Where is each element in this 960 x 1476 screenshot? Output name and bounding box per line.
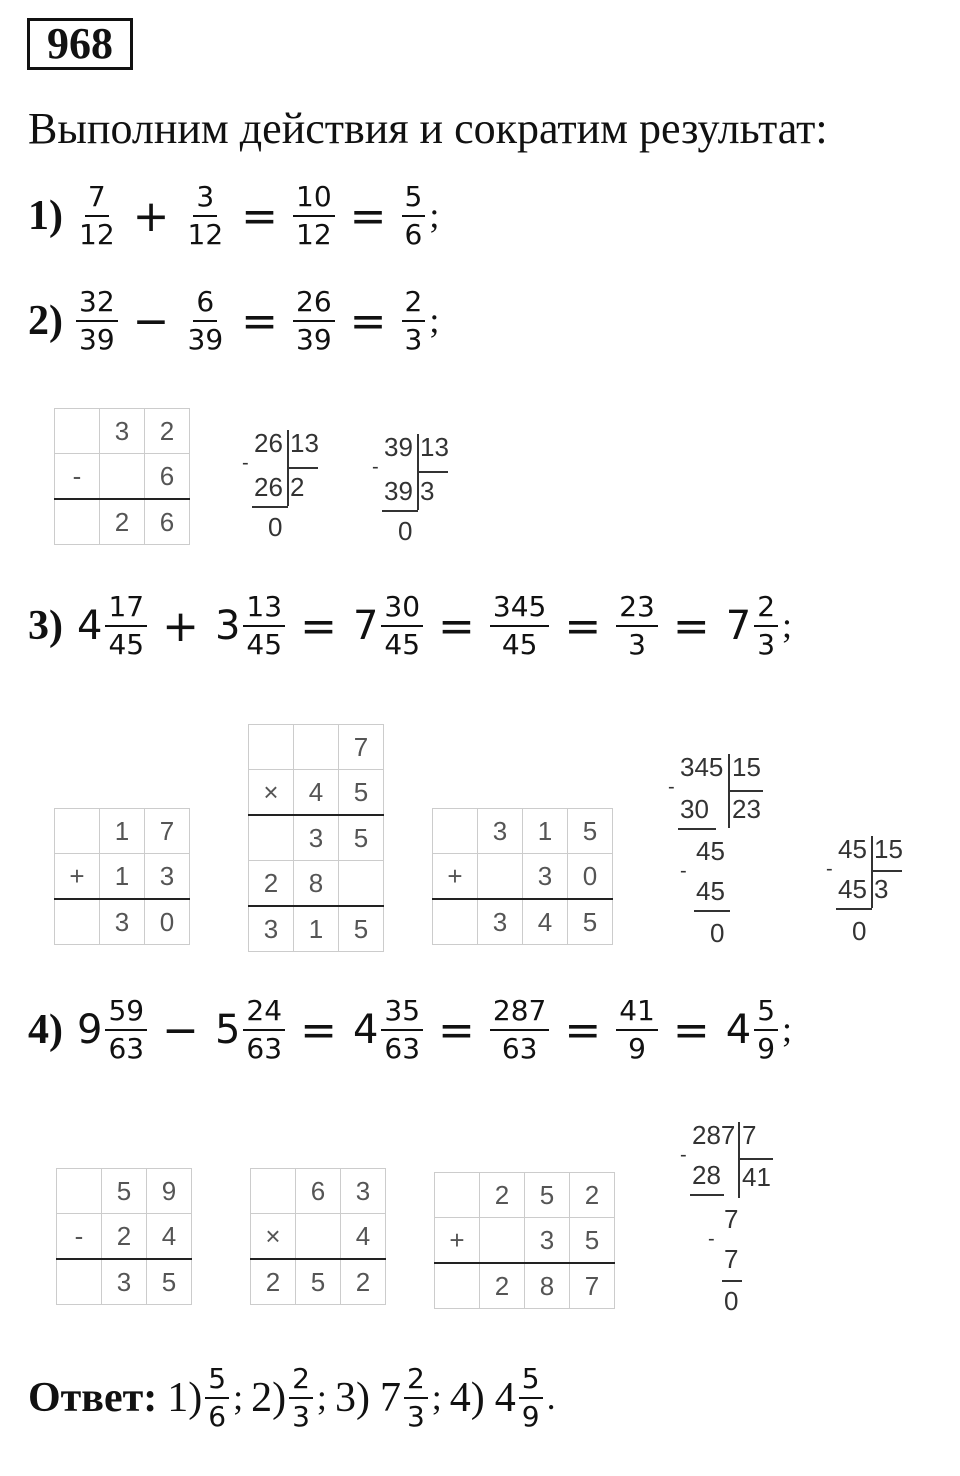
fraction: $\frac{5}{6}$ bbox=[205, 1364, 229, 1432]
equals-sign: = bbox=[300, 600, 337, 652]
operator-cell: - bbox=[57, 1214, 102, 1260]
grid-cell: 2 bbox=[480, 1173, 525, 1218]
answer-item-label: 1) bbox=[167, 1375, 203, 1421]
operator-cell: + bbox=[55, 854, 100, 900]
column-addition bbox=[54, 808, 190, 945]
quotient: 2 bbox=[290, 472, 305, 502]
operator-cell: × bbox=[251, 1214, 296, 1260]
minus-sign: - bbox=[826, 858, 833, 880]
grid-cell: 7 bbox=[145, 809, 190, 854]
example-1 bbox=[28, 182, 439, 250]
grid-cell: 1 bbox=[523, 809, 568, 854]
quotient: 23 bbox=[732, 794, 761, 824]
grid-cell bbox=[433, 809, 478, 854]
operator: + bbox=[162, 600, 199, 652]
semicolon: ; bbox=[782, 1009, 793, 1049]
subtrahend: 7 bbox=[724, 1244, 739, 1274]
grid-cell bbox=[57, 1259, 102, 1305]
partial-dividend: 7 bbox=[724, 1204, 739, 1234]
grid-cell: 5 bbox=[339, 770, 384, 816]
grid-cell: 2 bbox=[480, 1263, 525, 1309]
operator-cell: + bbox=[435, 1218, 480, 1264]
fraction: $\frac{2}{3}$ bbox=[754, 592, 778, 660]
division-bar bbox=[694, 910, 730, 912]
semicolon: ; bbox=[782, 605, 793, 645]
minus-sign: - bbox=[680, 860, 687, 882]
example-4 bbox=[28, 996, 792, 1064]
grid-cell bbox=[433, 899, 478, 945]
equals-sign: = bbox=[438, 600, 475, 652]
grid-cell: 2 bbox=[570, 1173, 615, 1218]
grid-cell: 5 bbox=[568, 809, 613, 854]
grid-cell: 3 bbox=[102, 1259, 147, 1305]
answer-item-label: 4) bbox=[449, 1375, 485, 1421]
fraction: $\frac{26}{39}$ bbox=[293, 287, 335, 355]
long-division bbox=[370, 432, 460, 552]
grid-cell: 5 bbox=[339, 815, 384, 861]
grid-cell: 7 bbox=[570, 1263, 615, 1309]
equals-sign: = bbox=[438, 1004, 475, 1056]
grid-cell: 2 bbox=[145, 409, 190, 454]
fraction: $\frac{287}{63}$ bbox=[490, 996, 549, 1064]
grid-cell: 2 bbox=[102, 1214, 147, 1260]
column-multiplication bbox=[248, 724, 384, 952]
grid-cell: 1 bbox=[294, 906, 339, 952]
column-multiplication bbox=[250, 1168, 386, 1305]
equals-sign: = bbox=[564, 600, 602, 652]
grid-cell: 3 bbox=[341, 1169, 386, 1214]
minus-sign: - bbox=[242, 452, 249, 474]
grid-cell: 2 bbox=[341, 1259, 386, 1305]
fraction: $\frac{3}{12}$ bbox=[187, 180, 224, 251]
equals-sign: = bbox=[672, 1004, 710, 1056]
grid-cell: 5 bbox=[339, 906, 384, 952]
grid-cell bbox=[435, 1263, 480, 1309]
quotient: 3 bbox=[874, 874, 889, 904]
partial-dividend: 45 bbox=[696, 836, 725, 866]
long-division bbox=[680, 1120, 790, 1320]
grid-cell: 7 bbox=[339, 725, 384, 770]
grid-cell bbox=[480, 1218, 525, 1264]
subtrahend: 30 bbox=[680, 794, 709, 824]
division-bar bbox=[738, 1122, 740, 1198]
grid-cell: 3 bbox=[478, 899, 523, 945]
fraction: $\frac{32}{39}$ bbox=[76, 287, 118, 355]
dividend: 345 bbox=[680, 752, 724, 782]
period: . bbox=[546, 1377, 556, 1417]
grid-cell: 6 bbox=[145, 454, 190, 500]
grid-cell bbox=[57, 1169, 102, 1214]
fraction: $\frac{23}{3}$ bbox=[616, 592, 658, 660]
division-bar bbox=[729, 790, 763, 792]
whole-part: 7 bbox=[379, 1375, 401, 1421]
fraction: $\frac{10}{12}$ bbox=[293, 182, 335, 250]
grid-cell: 3 bbox=[100, 409, 145, 454]
fraction: $\frac{6}{39}$ bbox=[187, 285, 224, 356]
grid-cell: 2 bbox=[100, 499, 145, 545]
fraction: $\frac{24}{63}$ bbox=[243, 996, 285, 1064]
whole-part: 4 bbox=[352, 1007, 379, 1053]
divisor: 7 bbox=[742, 1120, 757, 1150]
grid-cell: 3 bbox=[478, 809, 523, 854]
grid-cell: 0 bbox=[145, 899, 190, 945]
division-bar bbox=[836, 908, 872, 910]
grid-cell bbox=[55, 809, 100, 854]
column-addition bbox=[434, 1172, 615, 1309]
long-division bbox=[826, 834, 916, 954]
division-bar bbox=[678, 828, 716, 830]
whole-part: 7 bbox=[352, 603, 379, 649]
equals-sign: = bbox=[349, 190, 387, 242]
whole-part: 7 bbox=[725, 603, 752, 649]
grid-cell: 3 bbox=[145, 854, 190, 900]
fraction: $\frac{30}{45}$ bbox=[381, 592, 423, 660]
operator: − bbox=[132, 295, 170, 347]
subtrahend: 45 bbox=[696, 876, 725, 906]
fraction: $\frac{5}{9}$ bbox=[519, 1364, 543, 1432]
divisor: 13 bbox=[290, 428, 319, 458]
fraction: $\frac{35}{63}$ bbox=[381, 996, 423, 1064]
operator: − bbox=[162, 1004, 199, 1056]
grid-cell: 5 bbox=[147, 1259, 192, 1305]
grid-cell: 8 bbox=[294, 861, 339, 907]
grid-cell: 5 bbox=[568, 899, 613, 945]
long-division bbox=[240, 428, 330, 548]
grid-cell: 3 bbox=[100, 899, 145, 945]
remainder: 0 bbox=[852, 916, 867, 946]
grid-cell: 6 bbox=[296, 1169, 341, 1214]
answer-label: Ответ: bbox=[28, 1375, 158, 1421]
example-label: 1) bbox=[28, 193, 63, 239]
grid-cell: 4 bbox=[147, 1214, 192, 1260]
intro-text: Выполним действия и сократим результат: bbox=[28, 104, 828, 153]
divisor: 15 bbox=[874, 834, 903, 864]
subtrahend: 39 bbox=[384, 476, 413, 506]
divisor: 13 bbox=[420, 432, 449, 462]
example-2 bbox=[28, 287, 439, 355]
grid-cell bbox=[55, 499, 100, 545]
fraction: $\frac{7}{12}$ bbox=[79, 180, 115, 251]
grid-cell: 4 bbox=[294, 770, 339, 816]
example-3 bbox=[28, 592, 792, 660]
grid-cell bbox=[294, 725, 339, 770]
column-addition bbox=[432, 808, 613, 945]
example-label: 4) bbox=[28, 1007, 63, 1053]
remainder: 0 bbox=[268, 512, 283, 542]
grid-cell bbox=[55, 899, 100, 945]
division-bar bbox=[722, 1280, 742, 1282]
semicolon: ; bbox=[233, 1377, 244, 1417]
whole-part: 4 bbox=[494, 1375, 516, 1421]
example-label: 2) bbox=[28, 298, 63, 344]
grid-cell bbox=[251, 1169, 296, 1214]
grid-cell: 2 bbox=[249, 861, 294, 907]
semicolon: ; bbox=[429, 195, 440, 235]
quotient: 41 bbox=[742, 1162, 771, 1192]
equals-sign: = bbox=[564, 1004, 602, 1056]
dividend: 26 bbox=[254, 428, 283, 458]
column-subtraction bbox=[56, 1168, 192, 1305]
answer-item-label: 2) bbox=[251, 1375, 287, 1421]
minus-sign: - bbox=[708, 1228, 715, 1250]
whole-part: 5 bbox=[214, 1007, 241, 1053]
division-bar bbox=[871, 836, 873, 908]
grid-cell bbox=[296, 1214, 341, 1260]
equals-sign: = bbox=[241, 295, 279, 347]
division-bar bbox=[739, 1158, 773, 1160]
grid-cell bbox=[249, 815, 294, 861]
semicolon: ; bbox=[316, 1377, 327, 1417]
answer-item-label: 3) bbox=[334, 1375, 370, 1421]
semicolon: ; bbox=[431, 1377, 442, 1417]
grid-cell: 3 bbox=[525, 1218, 570, 1264]
grid-cell: 1 bbox=[100, 854, 145, 900]
fraction: $\frac{2}{3}$ bbox=[404, 1364, 428, 1432]
grid-cell bbox=[100, 454, 145, 500]
equals-sign: = bbox=[349, 295, 387, 347]
grid-cell: 1 bbox=[100, 809, 145, 854]
remainder: 0 bbox=[724, 1286, 739, 1316]
division-bar bbox=[288, 467, 318, 469]
grid-cell bbox=[249, 725, 294, 770]
minus-sign: - bbox=[372, 456, 379, 478]
grid-cell bbox=[478, 854, 523, 900]
divisor: 15 bbox=[732, 752, 761, 782]
subtrahend: 26 bbox=[254, 472, 283, 502]
subtrahend: 45 bbox=[838, 874, 867, 904]
fraction: $\frac{5}{9}$ bbox=[754, 996, 778, 1064]
operator-cell: + bbox=[433, 854, 478, 900]
grid-cell: 3 bbox=[249, 906, 294, 952]
grid-cell: 0 bbox=[568, 854, 613, 900]
whole-part: 4 bbox=[725, 1007, 752, 1053]
grid-cell: 3 bbox=[523, 854, 568, 900]
whole-part: 9 bbox=[77, 1007, 103, 1053]
equals-sign: = bbox=[300, 1004, 337, 1056]
equals-sign: = bbox=[241, 190, 279, 242]
grid-cell: 2 bbox=[251, 1259, 296, 1305]
grid-cell: 4 bbox=[341, 1214, 386, 1260]
example-label: 3) bbox=[28, 603, 63, 649]
remainder: 0 bbox=[710, 918, 725, 948]
grid-cell: 5 bbox=[102, 1169, 147, 1214]
long-division bbox=[666, 752, 776, 952]
remainder: 0 bbox=[398, 516, 413, 546]
whole-part: 3 bbox=[214, 603, 241, 649]
fraction: $\frac{17}{45}$ bbox=[105, 592, 147, 660]
division-bar bbox=[382, 510, 418, 512]
grid-cell: 4 bbox=[523, 899, 568, 945]
division-bar bbox=[872, 870, 902, 872]
fraction: $\frac{41}{9}$ bbox=[616, 996, 658, 1064]
fraction: $\frac{345}{45}$ bbox=[490, 592, 549, 660]
minus-sign: - bbox=[680, 1144, 687, 1166]
dividend: 287 bbox=[692, 1120, 736, 1150]
grid-cell bbox=[435, 1173, 480, 1218]
fraction: $\frac{2}{3}$ bbox=[402, 287, 426, 355]
division-bar bbox=[252, 506, 288, 508]
answer-line bbox=[28, 1364, 556, 1432]
fraction: $\frac{2}{3}$ bbox=[289, 1364, 313, 1432]
grid-cell: 8 bbox=[525, 1263, 570, 1309]
subtrahend: 28 bbox=[692, 1160, 721, 1190]
minus-sign: - bbox=[668, 776, 675, 798]
fraction: $\frac{13}{45}$ bbox=[243, 592, 285, 660]
operator-cell: × bbox=[249, 770, 294, 816]
semicolon: ; bbox=[429, 300, 440, 340]
grid-cell: 5 bbox=[296, 1259, 341, 1305]
grid-cell bbox=[55, 409, 100, 454]
dividend: 39 bbox=[384, 432, 413, 462]
grid-cell: 5 bbox=[525, 1173, 570, 1218]
grid-cell: 6 bbox=[145, 499, 190, 545]
grid-cell bbox=[339, 861, 384, 907]
division-bar bbox=[690, 1194, 724, 1196]
task-number: 968 bbox=[27, 18, 133, 70]
operator-cell: - bbox=[55, 454, 100, 500]
fraction: $\frac{5}{6}$ bbox=[402, 182, 426, 250]
quotient: 3 bbox=[420, 476, 435, 506]
equals-sign: = bbox=[672, 600, 710, 652]
dividend: 45 bbox=[838, 834, 867, 864]
fraction: $\frac{59}{63}$ bbox=[105, 996, 147, 1064]
operator: + bbox=[132, 190, 170, 242]
whole-part: 4 bbox=[77, 603, 103, 649]
grid-cell: 5 bbox=[570, 1218, 615, 1264]
grid-cell: 9 bbox=[147, 1169, 192, 1214]
column-subtraction bbox=[54, 408, 190, 545]
grid-cell: 3 bbox=[294, 815, 339, 861]
division-bar bbox=[418, 471, 448, 473]
